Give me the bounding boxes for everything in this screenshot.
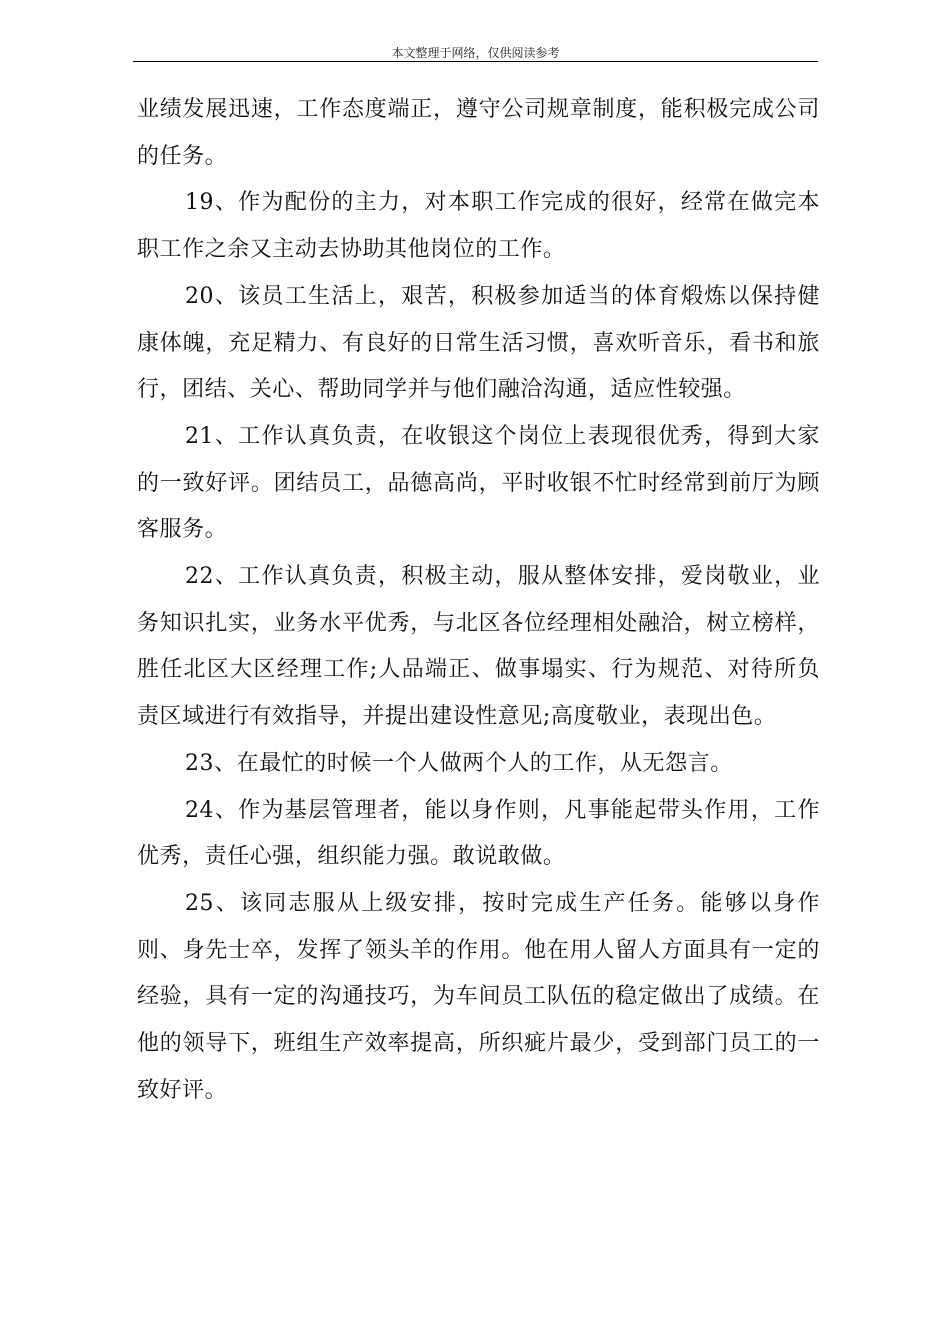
header-divider bbox=[133, 61, 818, 62]
document-body bbox=[137, 87, 820, 1114]
paragraph-item-22: 22、工作认真负责，积极主动，服从整体安排，爱岗敬业，业务知识扎实，业务水平优秀，与北区各位经理相处融洽，树立榜样，胜任北区大区经理工作;人品端正、做事塌实、行为规范、对待所负责区域进行有效指导，并提出建设性意见;高度敬业，表现出色。 bbox=[137, 564, 820, 730]
paragraph-item-25: 25、该同志服从上级安排，按时完成生产任务。能够以身作则、身先士卒，发挥了领头羊的作用。他在用人留人方面具有一定的经验，具有一定的沟通技巧，为车间员工队伍的稳定做出了成绩。在他的领导下，班组生产效率提高，所织疵片最少，受到部门员工的一致好评。 bbox=[137, 890, 820, 1103]
paragraph-item-21: 21、工作认真负责，在收银这个岗位上表现很优秀，得到大家的一致好评。团结员工，品德高尚，平时收银不忙时经常到前厅为顾客服务。 bbox=[137, 423, 820, 543]
paragraph-item-24: 24、作为基层管理者，能以身作则，凡事能起带头作用，工作优秀，责任心强，组织能力强。敢说敢做。 bbox=[137, 797, 820, 870]
page-header: 本文整理于网络，仅供阅读参考 bbox=[391, 46, 560, 60]
paragraph-item-23: 23、在最忙的时候一个人做两个人的工作，从无怨言。 bbox=[185, 750, 733, 776]
paragraph-item-20: 20、该员工生活上，艰苦，积极参加适当的体育煅炼以保持健康体魄，充足精力、有良好的日常生活习惯，喜欢听音乐，看书和旅行，团结、关心、帮助同学并与他们融洽沟通，适应性较强。 bbox=[137, 283, 820, 403]
paragraph-item-19: 19、作为配份的主力，对本职工作完成的很好，经常在做完本职工作之余又主动去协助其他岗位的工作。 bbox=[137, 190, 820, 263]
paragraph-continuation: 业绩发展迅速，工作态度端正，遵守公司规章制度，能积极完成公司的任务。 bbox=[137, 97, 820, 169]
